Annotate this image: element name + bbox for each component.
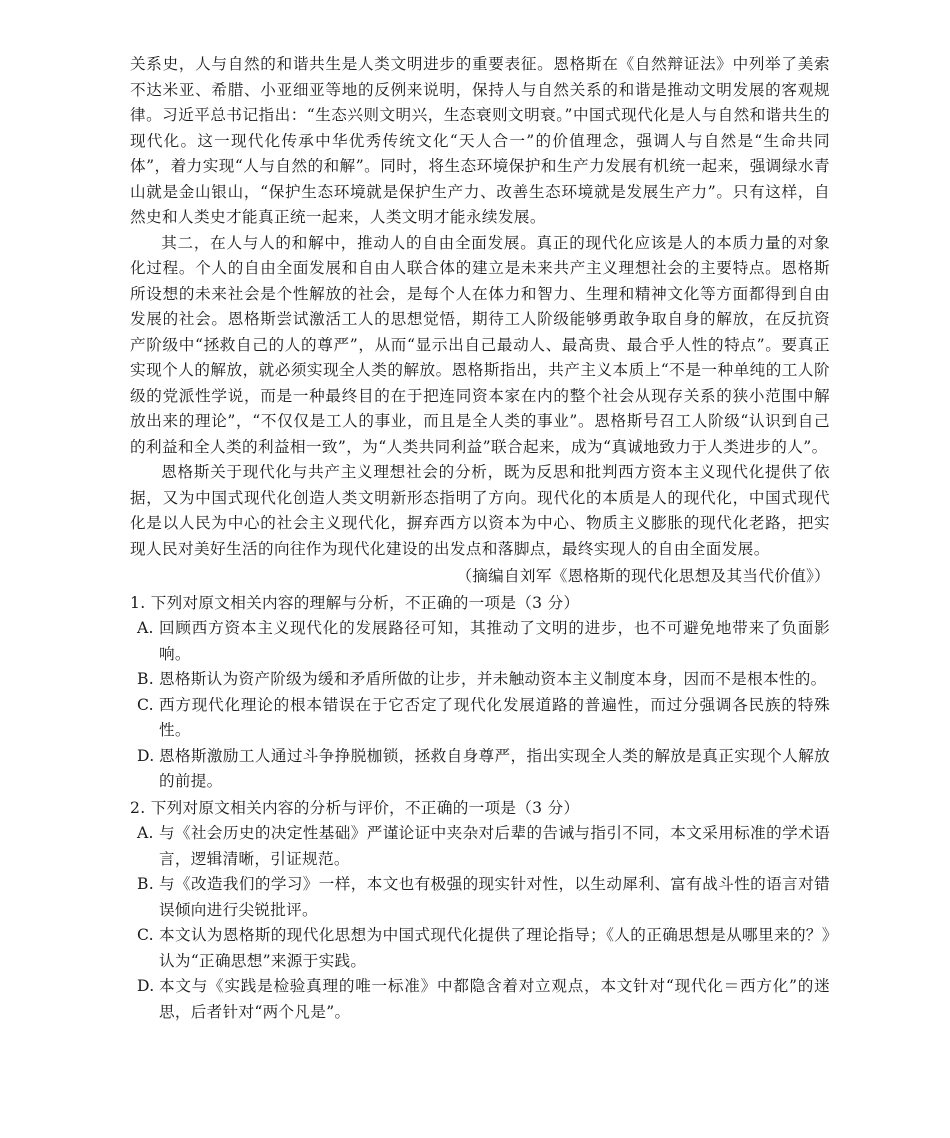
option-letter: A. [137,619,154,637]
option-letter: D. [137,977,155,995]
question-2 [130,796,830,1026]
passage-paragraph-2: 其二，在人与人的和解中，推动人的自由全面发展。真正的现代化应该是人的本质力量的对象化过程。个人的自由全面发展和自由人联合体的建立是未来共产主义理想社会的主要特点。恩格斯所设想的未来社会是个性解放的社会，是每个人在体力和智力、生理和精神文化等方面都得到自由发展的社会。恩格斯尝试激活工人的思想觉悟，期待工人阶级能够勇敢争取自身的解放，在反抗资产阶级中“拯救自己的人的尊严”，从而“显示出自己最动人、最高贵、最合乎人性的特点”。要真正实现个人的解放，就必须实现全人类的解放。恩格斯指出，共产主义本质上“不是一种单纯的工人阶级的党派性学说，而是一种最终目的在于把连同资本家在内的整个社会从现存关系的狭小范围中解放出来的理论”，“不仅仅是工人的事业，而且是全人类的事业”。恩格斯号召工人阶级“认识到自己的利益和全人类的利益相一致”，为“人类共同利益”联合起来，成为“真诚地致力于人类进步的人”。 [130,233,830,456]
question-1-option-b[interactable] [125,667,830,693]
question-2-option-d[interactable] [125,974,830,1025]
option-letter: D. [137,746,155,765]
option-text: 恩格斯认为资产阶级为缓和矛盾所做的让步，并未触动资本主义制度本身，因而不是根本性的。 [159,670,827,688]
option-letter: C. [137,926,154,944]
question-1-options [130,616,830,795]
question-1-option-a[interactable] [125,616,830,667]
option-text: 与《社会历史的决定性基础》严谨论证中夹杂对后辈的告诫与指引不同，本文采用标准的学术语言，逻辑清晰，引证规范。 [159,824,830,868]
option-letter: B. [137,875,155,893]
option-text: 与《改造我们的学习》一样，本文也有极强的现实针对性，以生动犀利、富有战斗性的语言对错误倾向进行尖锐批评。 [159,875,830,919]
option-text: 回顾西方资本主义现代化的发展路径可知，其推动了文明的进步，也不可避免地带来了负面影响。 [159,619,830,663]
passage-paragraph-1: 关系史，人与自然的和谐共生是人类文明进步的重要表征。恩格斯在《自然辩证法》中列举了美索不达米亚、希腊、小亚细亚等地的反例来说明，保持人与自然关系的和谐是推动文明发展的客观规律。习近平总书记指出：“生态兴则文明兴，生态衰则文明衰。”中国式现代化是人与自然和谐共生的现代化。这一现代化传承中华优秀传统文化“天人合一”的价值理念，强调人与自然是“生命共同体”，着力实现“人与自然的和解”。同时，将生态环境保护和生产力发展有机统一起来，强调绿水青山就是金山银山，“保护生态环境就是保护生产力、改善生态环境就是发展生产力”。只有这样，自然史和人类史才能真正统一起来，人类文明才能永续发展。 [130,55,830,226]
question-1-option-d[interactable] [125,744,830,795]
option-text: 西方现代化理论的根本错误在于它否定了现代化发展道路的普遍性，而过分强调各民族的特殊性。 [159,695,830,739]
option-letter: C. [137,695,154,714]
option-text: 恩格斯激励工人通过斗争挣脱枷锁，拯救自身尊严，指出实现全人类的解放是真正实现个人解放的前提。 [159,746,830,790]
question-1-stem: 1. 下列对原文相关内容的理解与分析，不正确的一项是（3 分） [130,593,580,612]
question-2-option-a[interactable] [125,821,830,872]
option-letter: B. [137,670,155,688]
option-text: 本文认为恩格斯的现代化思想为中国式现代化提供了理论指导；《人的正确思想是从哪里来的？》认为“正确思想”来源于实践。 [159,926,830,970]
option-letter: A. [137,824,154,842]
question-1-option-c[interactable] [125,693,830,744]
question-1 [130,591,830,795]
page-content [130,52,830,1025]
question-2-option-b[interactable] [125,872,830,923]
question-2-option-c[interactable] [125,923,830,974]
question-2-options [130,821,830,1025]
question-2-stem: 2. 下列对原文相关内容的分析与评价，不正确的一项是（3 分） [130,798,580,817]
passage-source-citation: （摘编自刘军《恩格斯的现代化思想及其当代价值》） [456,567,830,585]
option-text: 本文与《实践是检验真理的唯一标准》中都隐含着对立观点，本文针对“现代化＝西方化”的迷思，后者针对“两个凡是”。 [159,977,830,1021]
passage-paragraph-3: 恩格斯关于现代化与共产主义理想社会的分析，既为反思和批判西方资本主义现代化提供了依据，又为中国式现代化创造人类文明新形态指明了方向。现代化的本质是人的现代化，中国式现代化是以人民为中心的社会主义现代化，摒弃西方以资本为中心、物质主义膨胀的现代化老路，把实现人民对美好生活的向往作为现代化建设的出发点和落脚点，最终实现人的自由全面发展。 [130,463,830,558]
